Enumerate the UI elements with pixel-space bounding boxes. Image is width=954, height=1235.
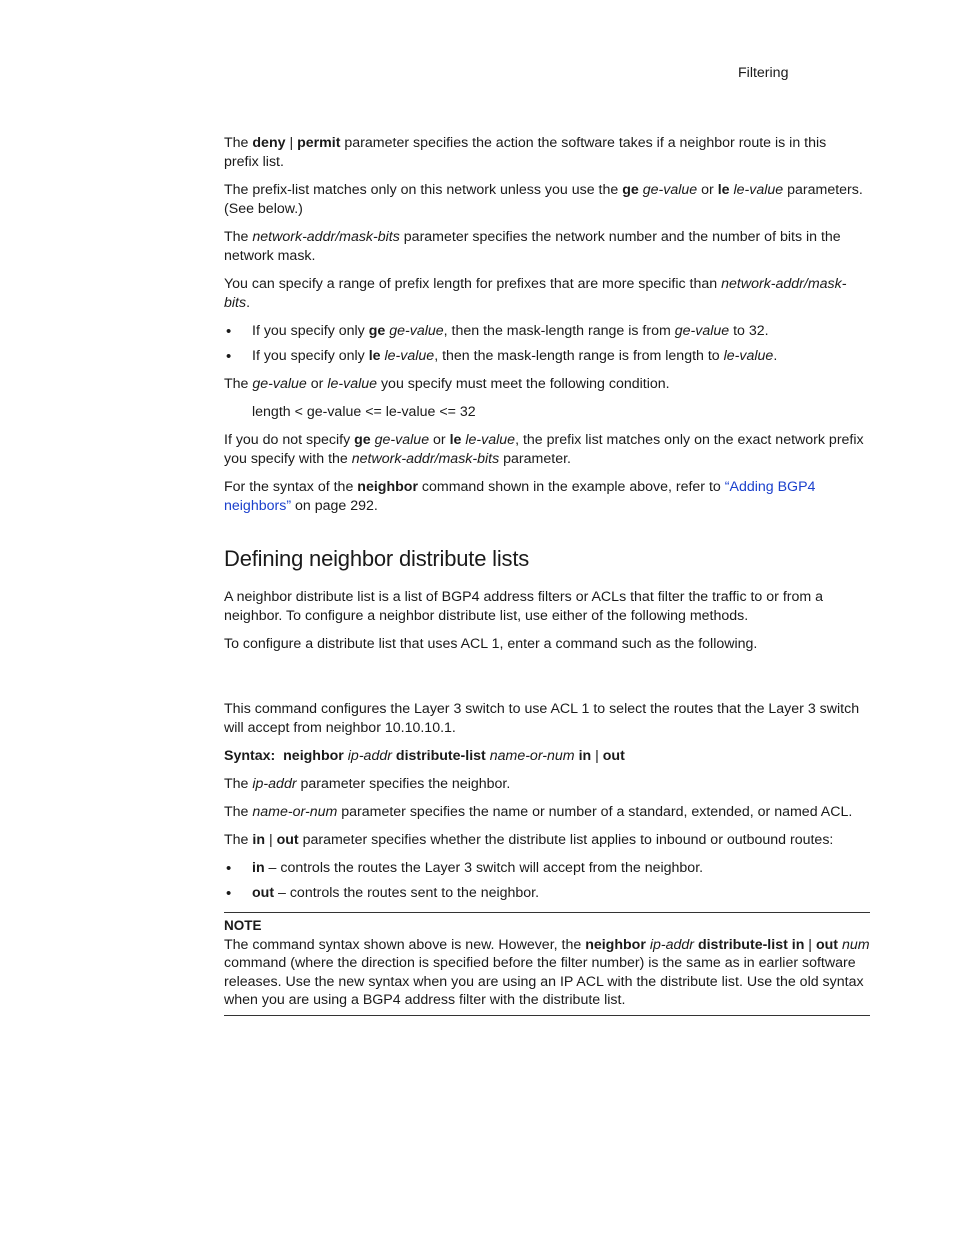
list-item: • If you specify only ge ge-value, then the mask-length range is from ge-value to 32. xyxy=(224,322,864,341)
paragraph-range-prefix: You can specify a range of prefix length for prefixes that are more specific than network-addr/mask-bits. xyxy=(224,276,847,311)
paragraph-condition-intro: The ge-value or le-value you specify must meet the following condition. xyxy=(224,376,670,392)
paragraph-deny-permit: The deny | permit parameter specifies the action the software takes if a neighbor route is in this prefix list. xyxy=(224,135,827,170)
note-body: The command syntax shown above is new. However, the neighbor ip-addr distribute-list in | out num command (where the direction is specified before the filter number) is the same as in earlier software releases. Use the new syntax when you are using an IP ACL with the distribute list. Use the old syntax when you are using a BGP4 address filter with the distribute list. xyxy=(224,936,870,1008)
paragraph-command-explanation: This command configures the Layer 3 switch to use ACL 1 to select the routes that the Layer 3 switch will accept from neighbor 10.10.10.1. xyxy=(224,701,860,736)
bullet-list-in-out xyxy=(224,859,864,903)
blank-spacer xyxy=(224,663,864,700)
bullet-list-ge-le xyxy=(224,322,864,366)
list-item: • in – controls the routes the Layer 3 switch will accept from the neighbor. xyxy=(224,859,864,878)
syntax-line: Syntax: neighbor ip-addr distribute-list name-or-num in | out xyxy=(224,748,625,764)
paragraph-name-or-num: The name-or-num parameter specifies the name or number of a standard, extended, or named ACL. xyxy=(224,804,853,820)
paragraph-configure-acl: To configure a distribute list that uses ACL 1, enter a command such as the following. xyxy=(224,636,758,652)
paragraph-distribute-list-intro: A neighbor distribute list is a list of BGP4 address filters or ACLs that filter the traffic to or from a neighbor. To configure a neighbor distribute list, use either of the following methods. xyxy=(224,589,824,624)
condition-expression: length < ge-value <= le-value <= 32 xyxy=(252,404,476,420)
keyword-deny: deny xyxy=(252,135,286,151)
paragraph-neighbor-syntax-ref: For the syntax of the neighbor command shown in the example above, refer to “Adding BGP4 neighbors” on page 292. xyxy=(224,479,816,514)
paragraph-exact-match: If you do not specify ge ge-value or le le-value, the prefix list matches only on the exact network prefix you specify with the network-addr/mask-bits parameter. xyxy=(224,432,864,467)
keyword-permit: permit xyxy=(297,135,341,151)
adding-bgp4-neighbors-link[interactable]: “Adding BGP4 neighbors” xyxy=(224,479,816,514)
section-heading: Defining neighbor distribute lists xyxy=(224,546,530,571)
paragraph-in-out: The in | out parameter specifies whether the distribute list applies to inbound or outbound routes: xyxy=(224,832,834,848)
list-item: • If you specify only le le-value, then the mask-length range is from length to le-value. xyxy=(224,347,864,366)
paragraph-prefix-list-matches: The prefix-list matches only on this network unless you use the ge ge-value or le le-value parameters. (See below.) xyxy=(224,182,863,217)
note-box xyxy=(224,912,870,1016)
page-content xyxy=(224,134,870,1016)
page-header-section: Filtering xyxy=(738,65,789,81)
note-title: NOTE xyxy=(224,918,262,933)
paragraph-network-addr: The network-addr/mask-bits parameter specifies the network number and the number of bits in the network mask. xyxy=(224,229,841,264)
list-item: • out – controls the routes sent to the neighbor. xyxy=(224,884,864,903)
paragraph-ip-addr: The ip-addr parameter specifies the neighbor. xyxy=(224,776,511,792)
